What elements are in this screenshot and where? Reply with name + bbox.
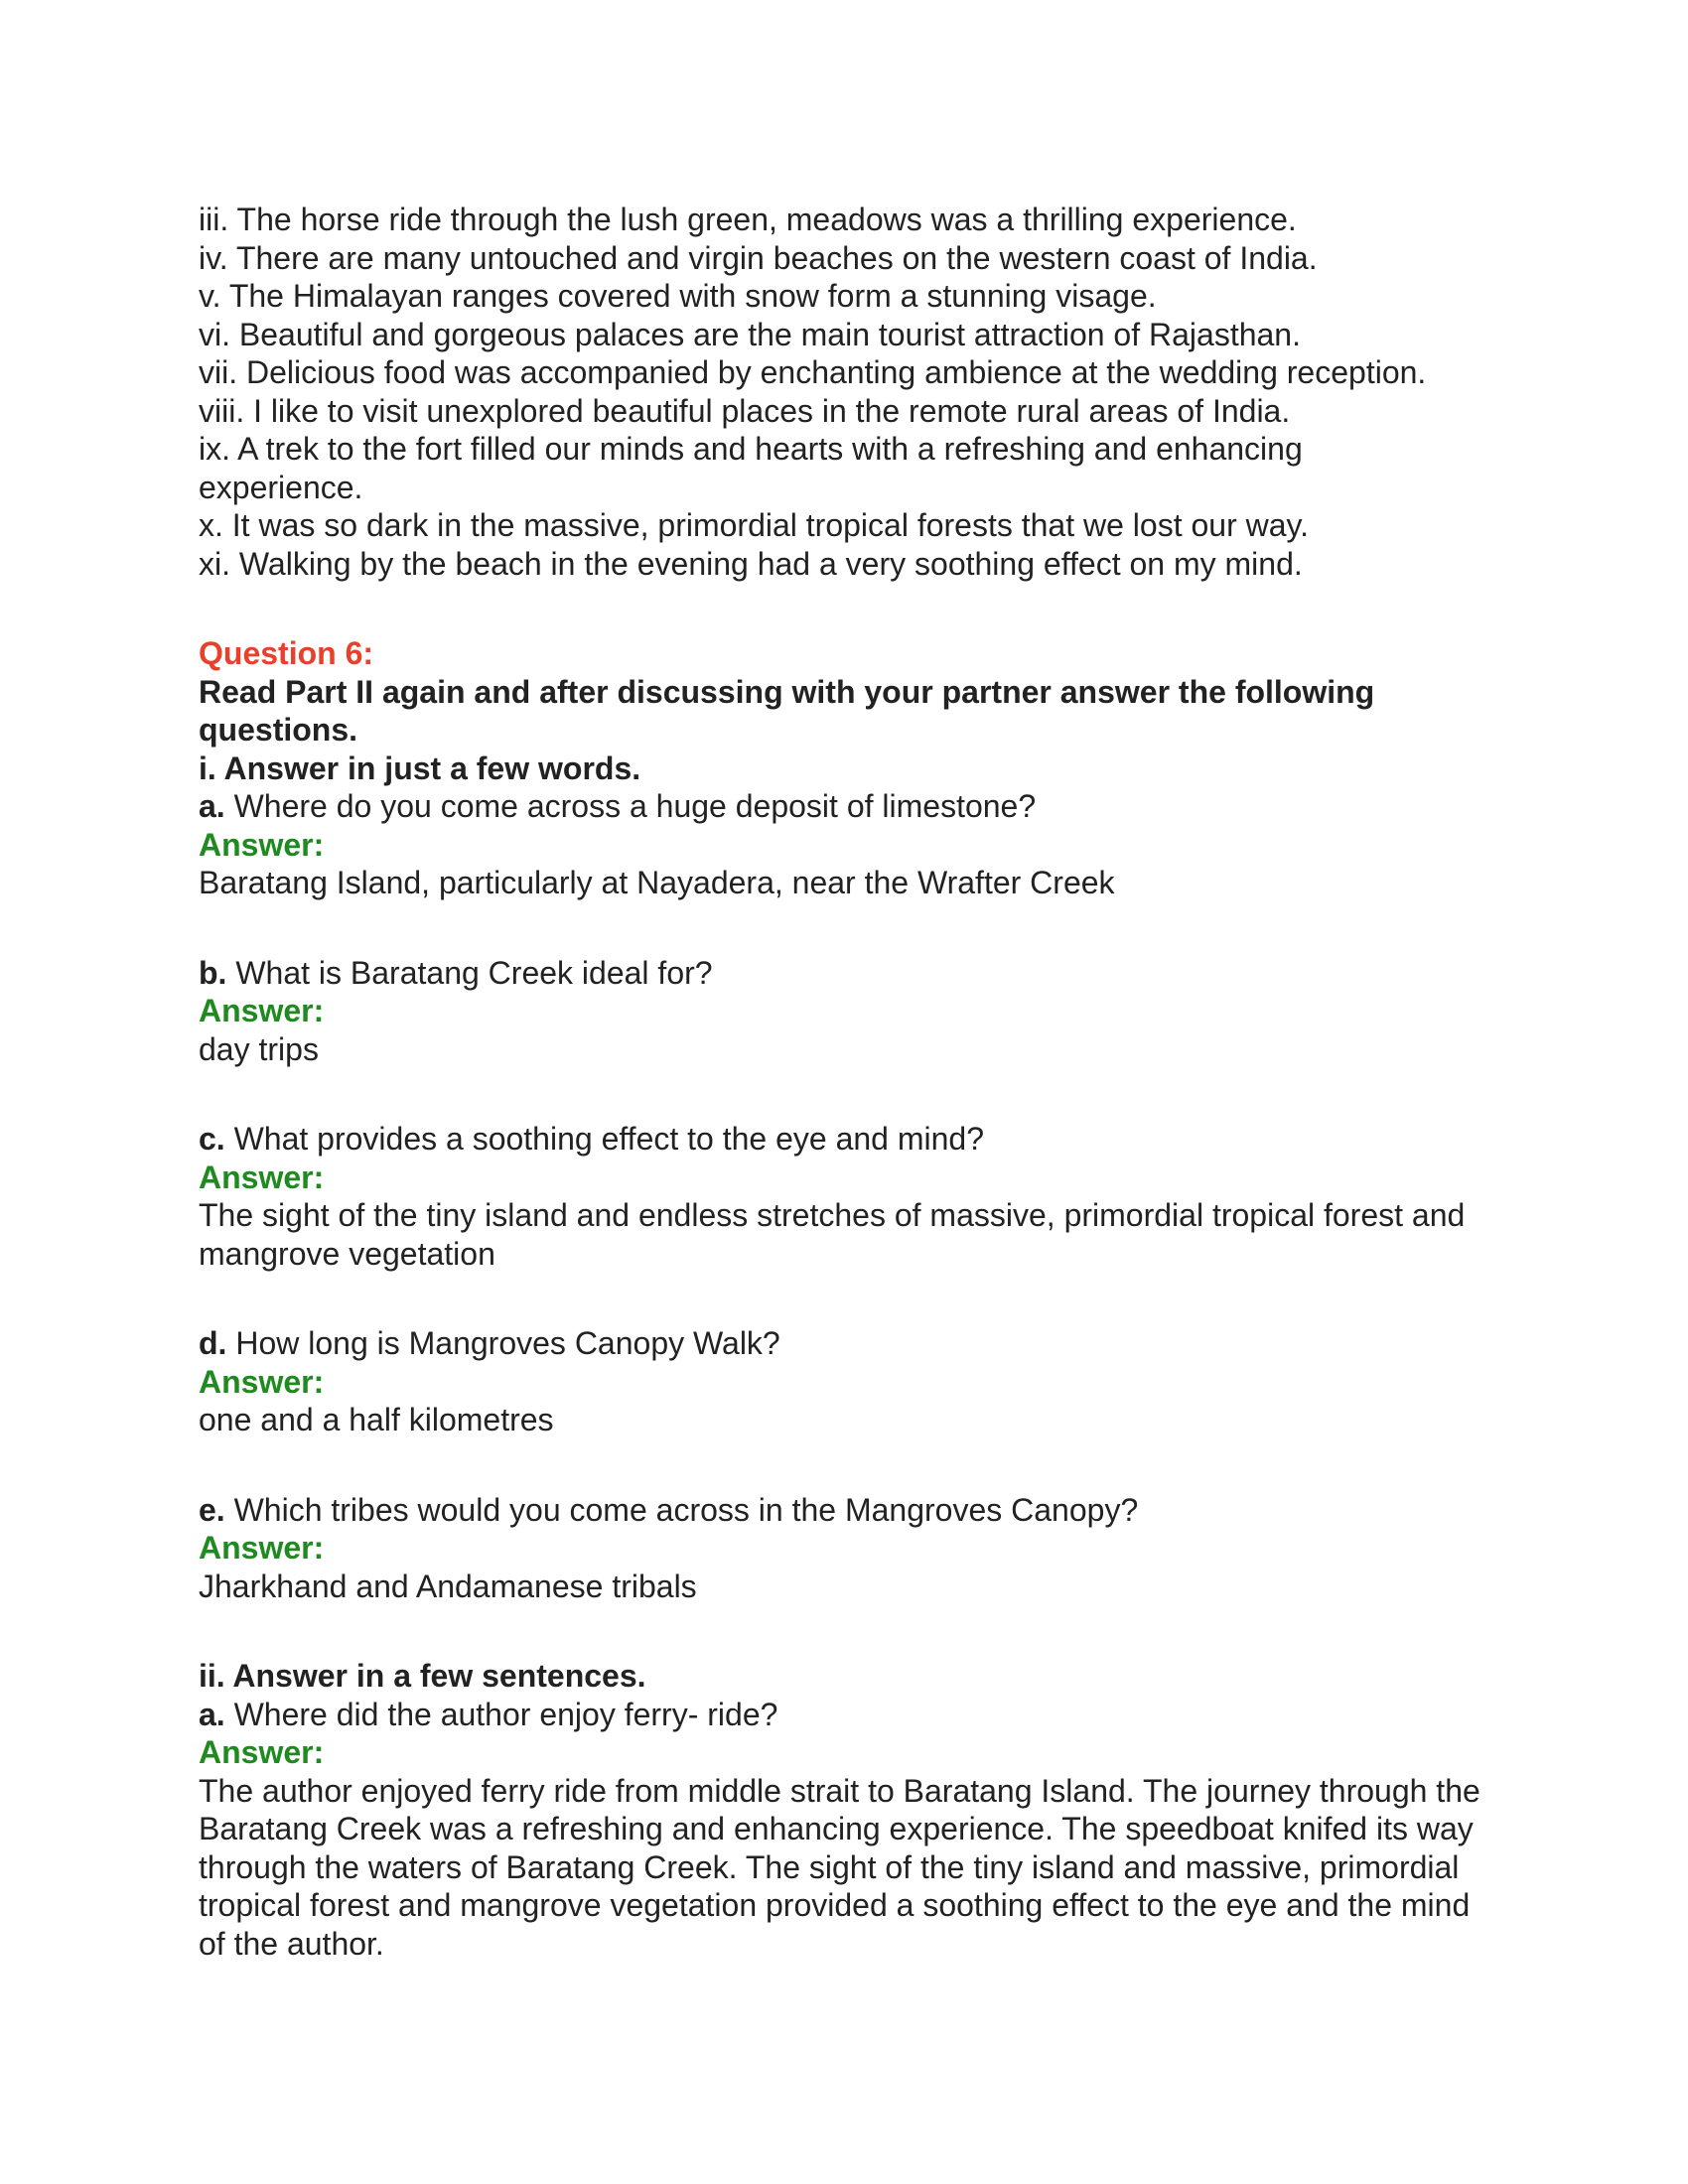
qa-item — [199, 954, 1489, 1069]
sentence-item: xi. Walking by the beach in the evening had a very soothing effect on my mind. — [199, 545, 1303, 582]
question-label: c. — [199, 1121, 225, 1157]
sentence-item: vii. Delicious food was accompanied by enchanting ambience at the wedding reception. — [199, 354, 1427, 390]
question-label: a. — [199, 1696, 225, 1732]
qa-item — [199, 787, 1489, 902]
part2-heading: ii. Answer in a few sentences. — [199, 1658, 646, 1694]
sentence-item: vi. Beautiful and gorgeous palaces are the main tourist attraction of Rajasthan. — [199, 316, 1301, 352]
question-text: Where do you come across a huge deposit of limestone? — [233, 788, 1037, 824]
question-block — [199, 634, 1489, 1963]
qa-item — [199, 1120, 1489, 1273]
answer-label: Answer: — [199, 826, 325, 863]
question-text: What provides a soothing effect to the eye and mind? — [233, 1121, 985, 1157]
sentence-item: v. The Himalayan ranges covered with snow form a stunning visage. — [199, 278, 1157, 314]
question-label: b. — [199, 954, 227, 991]
answer-label: Answer: — [199, 1530, 325, 1566]
answer-text: The sight of the tiny island and endless stretches of massive, primordial tropical forest and mangrove vegetation — [199, 1197, 1466, 1272]
sentence-list — [199, 201, 1489, 583]
answer-label: Answer: — [199, 1734, 325, 1770]
part1-heading: i. Answer in just a few words. — [199, 750, 641, 786]
sentence-item: x. It was so dark in the massive, primordial tropical forests that we lost our way. — [199, 507, 1310, 543]
question-line — [199, 1491, 1489, 1530]
qa-item — [199, 1491, 1489, 1606]
question-label: a. — [199, 788, 225, 824]
question-line — [199, 1120, 1489, 1159]
answer-label: Answer: — [199, 993, 325, 1028]
question-label: d. — [199, 1325, 227, 1361]
question-line — [199, 787, 1489, 826]
question-text: Where did the author enjoy ferry- ride? — [233, 1696, 778, 1732]
answer-label: Answer: — [199, 1159, 325, 1195]
question-line — [199, 1696, 1489, 1734]
question-line — [199, 1324, 1489, 1363]
answer-text: Jharkhand and Andamanese tribals — [199, 1568, 697, 1604]
document-page — [199, 201, 1489, 1963]
question-text: Which tribes would you come across in the Mangroves Canopy? — [233, 1491, 1139, 1528]
question-instruction: Read Part II again and after discussing with your partner answer the following questions. — [199, 673, 1375, 748]
sentence-item: iii. The horse ride through the lush green, meadows was a thrilling experience. — [199, 202, 1297, 237]
answer-text: Baratang Island, particularly at Nayadera, near the Wrafter Creek — [199, 865, 1115, 900]
sentence-item: iv. There are many untouched and virgin beaches on the western coast of India. — [199, 239, 1318, 276]
sentence-item: viii. I like to visit unexplored beautiful places in the remote rural areas of India. — [199, 392, 1291, 429]
question-line — [199, 954, 1489, 993]
question-label: e. — [199, 1491, 225, 1528]
question-text: How long is Mangroves Canopy Walk? — [235, 1325, 780, 1361]
answer-text: one and a half kilometres — [199, 1402, 554, 1437]
question-title: Question 6: — [199, 635, 374, 671]
qa-item — [199, 1324, 1489, 1439]
sentence-item: ix. A trek to the fort filled our minds and hearts with a refreshing and enhancing experience. — [199, 431, 1303, 505]
answer-text: day trips — [199, 1030, 319, 1067]
question-text: What is Baratang Creek ideal for? — [235, 954, 713, 991]
qa-item — [199, 1696, 1489, 1964]
answer-label: Answer: — [199, 1363, 325, 1400]
answer-text: The author enjoyed ferry ride from middle strait to Baratang Island. The journey through the Baratang Creek was a refreshing and enhancing experience. The speedboat knifed its way through the waters of Baratang Creek. The sight of the tiny island and massive, primordial tropical forest and mangrove vegetation provided a soothing effect to the eye and the mind of the author. — [199, 1772, 1480, 1962]
